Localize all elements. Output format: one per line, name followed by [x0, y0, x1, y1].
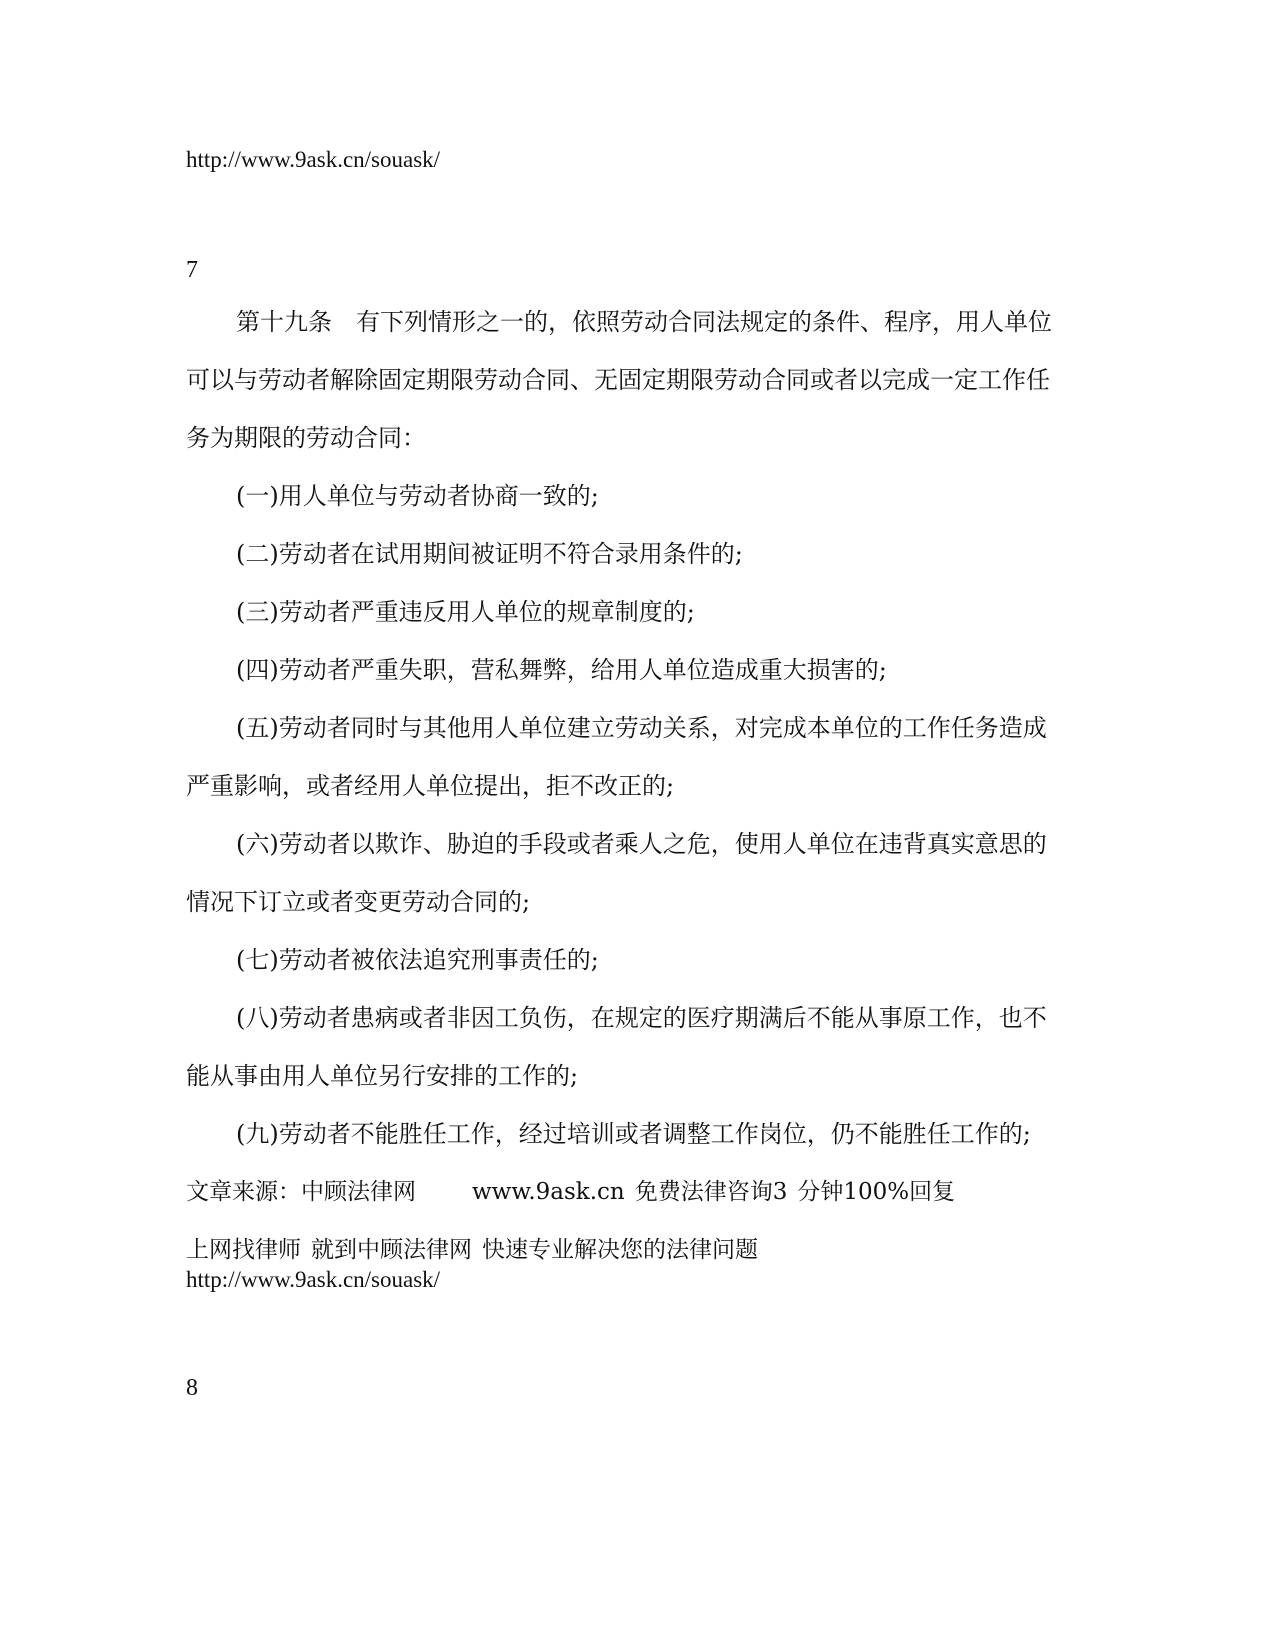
slogan-b: 就到中顾法律网 [311, 1237, 472, 1263]
list-item: (七)劳动者被依法追究刑事责任的; [236, 946, 599, 974]
source-line [186, 1176, 955, 1208]
source-tagline-a: 免费法律咨询3 [634, 1179, 788, 1205]
list-item: (三)劳动者严重违反用人单位的规章制度的; [236, 598, 695, 626]
list-item-continuation: 能从事由用人单位另行安排的工作的; [186, 1062, 579, 1090]
list-item: (八)劳动者患病或者非因工负伤，在规定的医疗期满后不能从事原工作，也不 [236, 1004, 1047, 1032]
list-item: (九)劳动者不能胜任工作，经过培训或者调整工作岗位，仍不能胜任工作的; [236, 1120, 1031, 1148]
slogan-c: 快速专业解决您的法律问题 [482, 1237, 758, 1263]
list-item: (四)劳动者严重失职，营私舞弊，给用人单位造成重大损害的; [236, 656, 887, 684]
article-line: 第十九条 有下列情形之一的，依照劳动合同法规定的条件、程序，用人单位 [236, 308, 1052, 336]
article-line: 可以与劳动者解除固定期限劳动合同、无固定期限劳动合同或者以完成一定工作任 [186, 366, 1050, 394]
footer-url[interactable]: http://www.9ask.cn/souask/ [186, 1267, 441, 1292]
header-url[interactable]: http://www.9ask.cn/souask/ [186, 147, 441, 172]
page-number: 8 [186, 1375, 198, 1401]
slogan-line [186, 1234, 758, 1266]
source-site-link[interactable]: www.9ask.cn [472, 1179, 625, 1205]
source-tagline-b: 分钟100%回复 [797, 1179, 956, 1205]
list-item-continuation: 情况下订立或者变更劳动合同的; [186, 888, 531, 916]
list-item: (五)劳动者同时与其他用人单位建立劳动关系，对完成本单位的工作任务造成 [236, 714, 1047, 742]
slogan-a: 上网找律师 [186, 1237, 301, 1263]
article-line: 务为期限的劳动合同： [186, 424, 426, 452]
list-item-continuation: 严重影响，或者经用人单位提出，拒不改正的; [186, 772, 675, 800]
list-item: (一)用人单位与劳动者协商一致的; [236, 482, 599, 510]
page-number: 7 [186, 257, 198, 283]
list-item: (六)劳动者以欺诈、胁迫的手段或者乘人之危，使用人单位在违背真实意思的 [236, 830, 1047, 858]
source-label: 文章来源：中顾法律网 [186, 1179, 416, 1205]
list-item: (二)劳动者在试用期间被证明不符合录用条件的; [236, 540, 743, 568]
